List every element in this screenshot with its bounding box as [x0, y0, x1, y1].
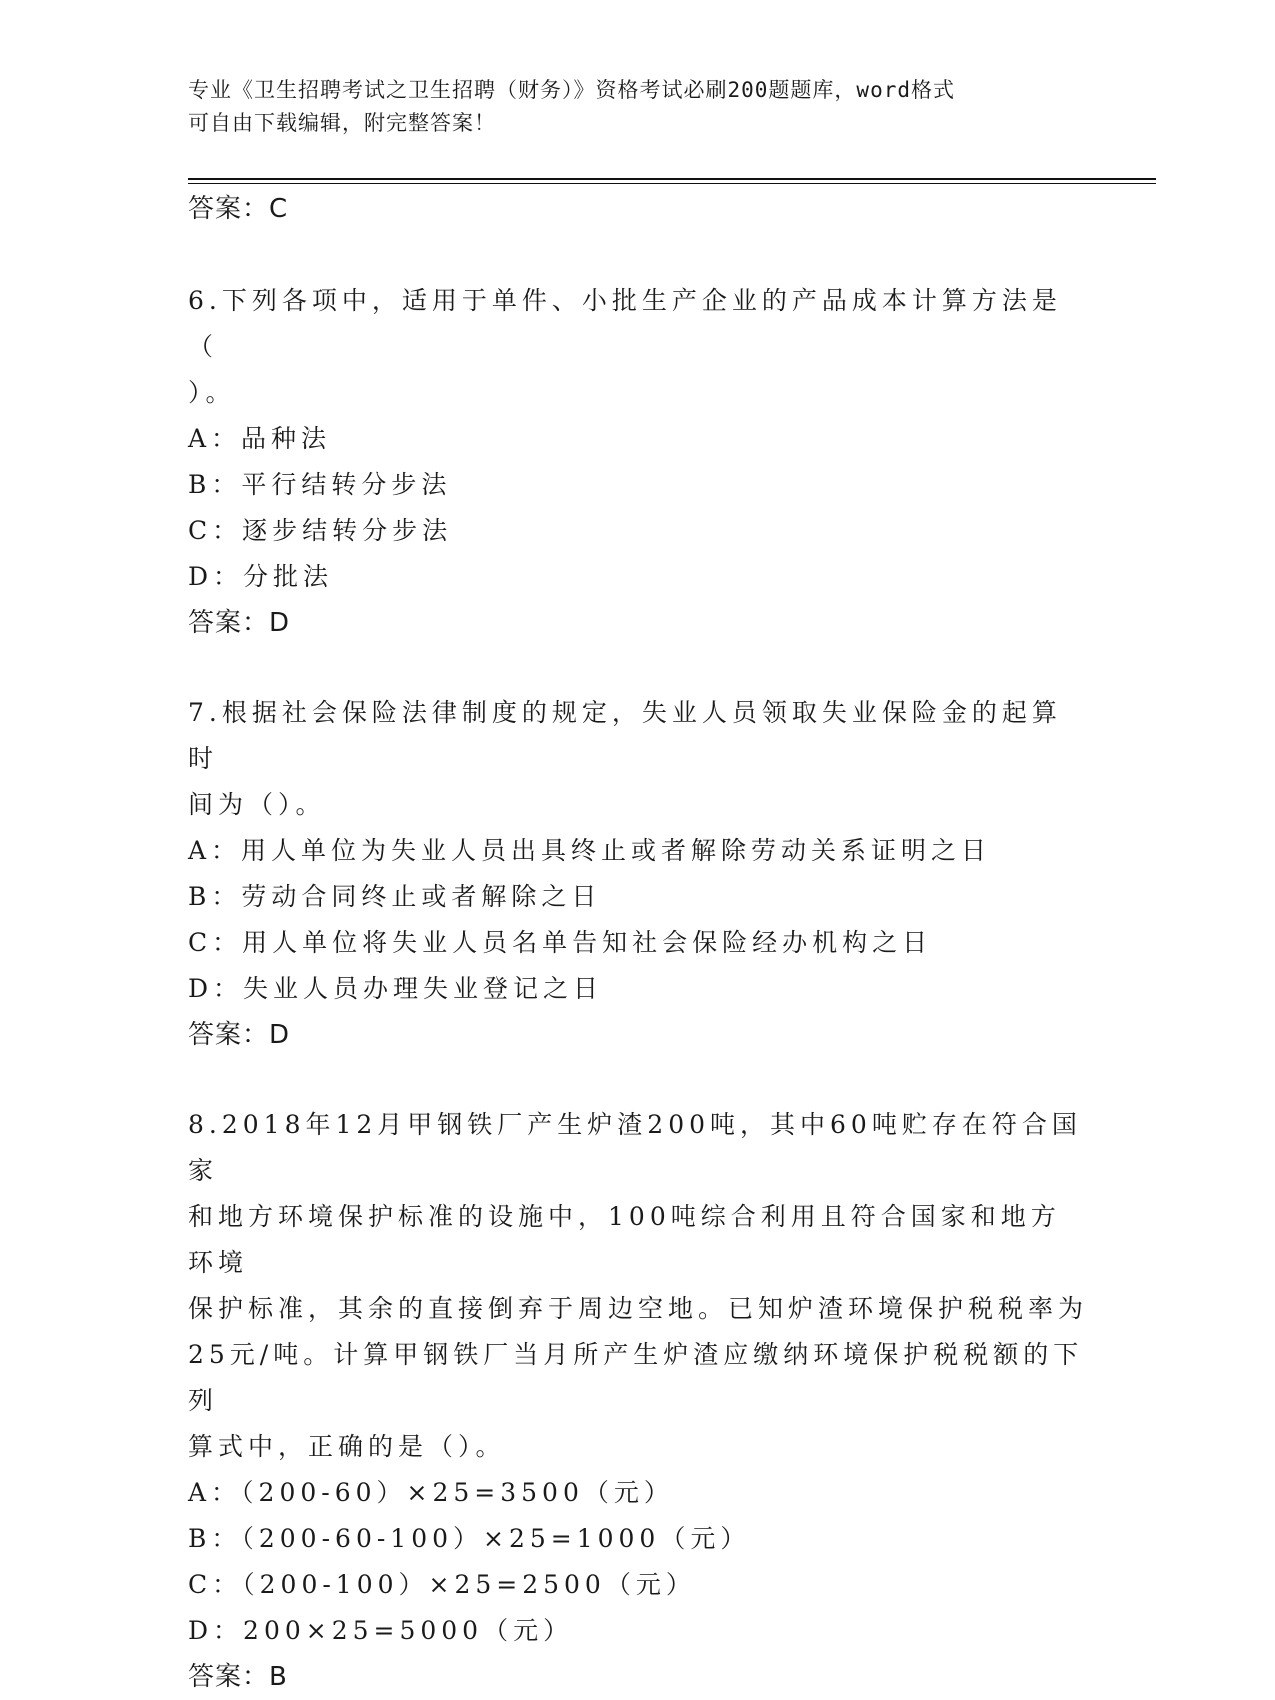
option-d: D：200×25=5000（元） — [188, 1616, 574, 1645]
header-divider-thick — [188, 178, 1156, 180]
question-8 — [188, 1102, 1088, 1700]
question-list — [188, 186, 1088, 1700]
answer: 答案：D — [188, 608, 291, 638]
option-a: A：（200-60）×25=3500（元） — [188, 1478, 674, 1507]
option-b: B：平行结转分步法 — [188, 470, 452, 499]
stem-line: 算式中，正确的是（）。 — [188, 1432, 506, 1461]
option-b: B：（200-60-100）×25=1000（元） — [188, 1524, 751, 1553]
question-6 — [188, 278, 1088, 646]
question-7 — [188, 690, 1088, 1058]
stem-line: 间为（）。 — [188, 790, 326, 819]
question-stem — [188, 1102, 1088, 1470]
stem-line: 6.下列各项中，适用于单件、小批生产企业的产品成本计算方法是（ — [188, 286, 1062, 361]
question-stem — [188, 278, 1088, 416]
option-c: C：逐步结转分步法 — [188, 516, 453, 545]
stem-line: 和地方环境保护标准的设施中，100吨综合利用且符合国家和地方环境 — [188, 1202, 1061, 1277]
stem-line: 7.根据社会保险法律制度的规定，失业人员领取失业保险金的起算时 — [188, 698, 1062, 773]
option-d: D：失业人员办理失业登记之日 — [188, 974, 604, 1003]
stem-line: 25元/吨。计算甲钢铁厂当月所产生炉渣应缴纳环境保护税税额的下列 — [188, 1340, 1084, 1415]
header-line-1: 专业《卫生招聘考试之卫生招聘（财务）》资格考试必刷200题题库，word格式 — [188, 78, 955, 102]
option-a: A：品种法 — [188, 424, 332, 453]
answer: 答案：D — [188, 1020, 291, 1050]
option-d: D：分批法 — [188, 562, 334, 591]
header-line-2: 可自由下载编辑，附完整答案！ — [188, 111, 496, 135]
stem-line: ）。 — [188, 378, 236, 407]
answer: 答案：B — [188, 1662, 288, 1692]
option-c: C：（200-100）×25=2500（元） — [188, 1570, 696, 1599]
document-header — [188, 74, 1088, 140]
previous-answer: 答案：C — [188, 194, 289, 224]
stem-line: 保护标准，其余的直接倒弃于周边空地。已知炉渣环境保护税税率为 — [188, 1294, 1089, 1323]
header-divider-thin — [188, 183, 1156, 184]
option-c: C：用人单位将失业人员名单告知社会保险经办机构之日 — [188, 928, 933, 957]
option-a: A：用人单位为失业人员出具终止或者解除劳动关系证明之日 — [188, 836, 992, 865]
question-stem — [188, 690, 1088, 828]
option-b: B：劳动合同终止或者解除之日 — [188, 882, 602, 911]
stem-line: 8.2018年12月甲钢铁厂产生炉渣200吨，其中60吨贮存在符合国家 — [188, 1110, 1082, 1185]
